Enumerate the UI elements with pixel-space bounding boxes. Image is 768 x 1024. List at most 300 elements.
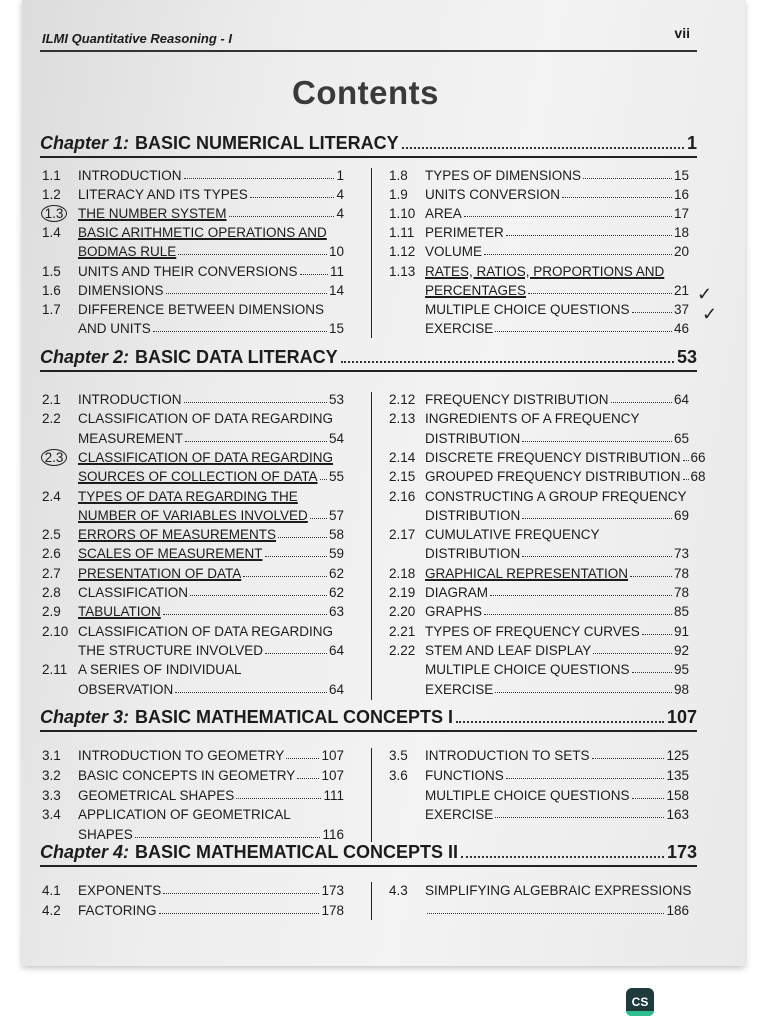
dot-leader xyxy=(175,692,327,693)
section-title: BODMAS RULE xyxy=(78,244,177,260)
section-page: 178 xyxy=(321,902,344,918)
section-title: PRESENTATION OF DATA xyxy=(78,565,242,581)
section-page: 62 xyxy=(328,565,344,581)
section-page: 10 xyxy=(328,244,344,260)
toc-entry xyxy=(42,640,344,658)
dot-leader xyxy=(297,778,319,779)
toc-entry xyxy=(389,804,689,822)
toc-entry xyxy=(389,505,689,523)
dot-leader xyxy=(484,254,672,255)
toc-entry xyxy=(389,543,689,561)
toc-entry xyxy=(42,543,344,561)
checkmark-icon: ✓ xyxy=(702,304,718,324)
section-title: CUMULATIVE FREQUENCY xyxy=(425,527,600,543)
running-header-title: ILMI Quantitative Reasoning - I xyxy=(42,31,232,46)
toc-entry xyxy=(42,389,344,407)
section-page: 186 xyxy=(666,902,689,918)
dot-leader xyxy=(592,758,665,759)
section-page: 98 xyxy=(673,681,689,697)
section-title: INTRODUCTION TO GEOMETRY xyxy=(78,748,285,763)
section-page: 73 xyxy=(673,546,689,562)
toc-entry xyxy=(42,900,344,918)
dot-leader xyxy=(593,653,672,654)
book-page xyxy=(22,0,745,966)
toc-entry xyxy=(389,280,689,298)
dot-leader xyxy=(506,235,672,236)
section-page: 15 xyxy=(673,168,689,183)
dot-leader xyxy=(632,672,672,673)
section-number: 2.14 xyxy=(389,449,416,465)
section-page: 14 xyxy=(328,282,344,298)
section-title: VOLUME xyxy=(425,244,483,260)
toc-entry xyxy=(42,804,344,822)
section-number: 1.5 xyxy=(42,263,61,279)
section-page: 78 xyxy=(673,585,689,600)
toc-entry xyxy=(389,241,689,259)
dot-leader xyxy=(265,556,327,557)
section-title: APPLICATION OF GEOMETRICAL xyxy=(78,807,291,823)
section-title: TYPES OF FREQUENCY CURVES xyxy=(425,623,640,639)
toc-entry xyxy=(42,505,344,523)
section-title: GROUPED FREQUENCY DISTRIBUTION xyxy=(425,469,681,485)
toc-entry xyxy=(389,621,689,639)
section-title: AREA xyxy=(425,206,462,222)
dot-leader xyxy=(163,893,319,894)
section-page: 95 xyxy=(673,662,689,678)
chapter-heading xyxy=(40,128,697,154)
section-number: 2.13 xyxy=(389,411,416,427)
toc-entry xyxy=(389,640,689,658)
toc-entry xyxy=(389,765,689,783)
toc-entry xyxy=(389,261,689,279)
toc-entry xyxy=(42,318,344,336)
toc-entry xyxy=(389,428,689,446)
toc-entry xyxy=(389,563,689,581)
chapter-label: Chapter 4: xyxy=(40,842,130,862)
section-number: 1.4 xyxy=(42,225,61,241)
chapter-label: Chapter 1: xyxy=(40,133,130,153)
section-title: CLASSIFICATION OF DATA REGARDING xyxy=(78,411,334,427)
header-rule xyxy=(40,50,697,52)
section-number: 1.1 xyxy=(42,168,61,183)
chapter-title: BASIC NUMERICAL LITERACY xyxy=(135,133,399,153)
section-page: 46 xyxy=(673,320,689,336)
section-number: 2.17 xyxy=(389,527,416,543)
toc-entry xyxy=(389,466,706,485)
section-page: 55 xyxy=(328,469,344,485)
section-title: INTRODUCTION xyxy=(78,392,182,407)
dot-leader xyxy=(185,441,327,442)
section-number: 1.8 xyxy=(389,168,408,183)
dot-leader xyxy=(427,913,664,914)
section-page: 63 xyxy=(328,604,344,620)
dot-leader xyxy=(250,197,335,198)
chapter-rule xyxy=(40,730,697,732)
toc-entry xyxy=(42,299,344,317)
section-title: MULTIPLE CHOICE QUESTIONS xyxy=(425,301,630,317)
dot-leader xyxy=(562,197,672,198)
toc-entry xyxy=(389,408,689,426)
section-number: 2.11 xyxy=(42,662,68,678)
section-page: 78 xyxy=(673,565,689,581)
dot-leader xyxy=(265,653,327,654)
camscanner-logo: CS xyxy=(626,988,654,1016)
section-number: 3.1 xyxy=(42,748,61,763)
toc-entry xyxy=(389,299,689,317)
toc-entry xyxy=(389,601,689,619)
toc-entry xyxy=(42,408,344,426)
page-title: Contents xyxy=(292,74,439,111)
section-number: 3.2 xyxy=(42,767,61,783)
section-page: 135 xyxy=(666,767,689,783)
toc-entry xyxy=(389,679,689,697)
section-page: 65 xyxy=(673,430,689,446)
toc-entry xyxy=(42,601,344,619)
toc-entry xyxy=(42,280,344,298)
section-title: LITERACY AND ITS TYPES xyxy=(78,187,248,203)
section-number: 2.19 xyxy=(389,585,416,600)
dot-leader xyxy=(632,798,665,799)
chapter-title: BASIC MATHEMATICAL CONCEPTS I xyxy=(135,707,454,727)
dot-leader xyxy=(178,254,327,255)
dot-leader xyxy=(495,692,672,693)
column-divider xyxy=(371,748,372,842)
section-title: DISTRIBUTION xyxy=(425,507,521,523)
section-number: 1.10 xyxy=(389,206,416,222)
section-title: DIMENSIONS xyxy=(78,282,164,298)
section-title: GRAPHS xyxy=(425,604,483,620)
toc-entry xyxy=(42,486,344,504)
chapter-heading xyxy=(40,837,697,863)
dot-leader xyxy=(341,361,674,363)
dot-leader xyxy=(456,721,664,723)
section-number: 2.21 xyxy=(389,623,416,639)
section-number: 2.9 xyxy=(42,604,61,620)
section-title: PERCENTAGES xyxy=(425,282,527,298)
section-title: DIAGRAM xyxy=(425,585,489,600)
section-page: 1 xyxy=(336,168,344,183)
toc-entry xyxy=(42,582,344,600)
section-title: INTRODUCTION TO SETS xyxy=(425,748,590,763)
section-title: INGREDIENTS OF A FREQUENCY xyxy=(425,411,640,427)
dot-leader xyxy=(495,331,672,332)
dot-leader xyxy=(642,634,672,635)
section-page: 64 xyxy=(328,681,344,697)
section-number: 1.9 xyxy=(389,187,408,203)
toc-entry xyxy=(42,165,344,183)
section-number: 2.4 xyxy=(42,488,61,504)
section-number: 1.11 xyxy=(389,225,415,241)
section-title: GRAPHICAL REPRESENTATION xyxy=(425,565,629,581)
dot-leader xyxy=(528,293,672,294)
section-page: 66 xyxy=(690,449,706,465)
toc-entry xyxy=(42,880,344,898)
toc-entry xyxy=(42,241,344,259)
section-title: RATES, RATIOS, PROPORTIONS AND xyxy=(425,263,665,279)
dot-leader xyxy=(163,614,327,615)
section-title: THE NUMBER SYSTEM xyxy=(78,206,227,222)
dot-leader xyxy=(159,913,320,914)
section-page: 54 xyxy=(328,430,344,446)
toc-entry xyxy=(42,222,344,240)
toc-entry xyxy=(389,222,689,240)
section-number: 2.5 xyxy=(42,527,61,543)
section-title: EXERCISE xyxy=(425,681,494,697)
dot-leader xyxy=(522,441,672,442)
section-title: CONSTRUCTING A GROUP FREQUENCY xyxy=(425,488,687,504)
toc-entry xyxy=(42,745,344,763)
section-page: 91 xyxy=(673,623,689,639)
section-title: SCALES OF MEASUREMENT xyxy=(78,546,263,562)
section-page: 4 xyxy=(336,187,344,203)
section-title: CLASSIFICATION OF DATA REGARDING xyxy=(78,623,334,639)
section-title: MULTIPLE CHOICE QUESTIONS xyxy=(425,787,630,803)
section-title: STEM AND LEAF DISPLAY xyxy=(425,642,592,658)
section-page: 173 xyxy=(321,883,344,898)
section-title: MEASUREMENT xyxy=(78,430,184,446)
section-number: 2.6 xyxy=(42,546,61,562)
section-title: TYPES OF DIMENSIONS xyxy=(425,168,582,183)
section-page: 64 xyxy=(673,392,689,407)
section-number: 2.1 xyxy=(42,392,61,407)
section-title: PERIMETER xyxy=(425,225,504,241)
section-number: 2.2 xyxy=(42,411,61,427)
toc-entry xyxy=(42,621,344,639)
dot-leader xyxy=(402,147,684,149)
dot-leader xyxy=(490,595,672,596)
dot-leader xyxy=(184,402,327,403)
section-number: 2.7 xyxy=(42,565,61,581)
dot-leader xyxy=(583,178,672,179)
toc-entry xyxy=(389,785,689,803)
section-page: 111 xyxy=(323,787,344,803)
section-page: 107 xyxy=(321,767,344,783)
toc-entry xyxy=(389,486,689,504)
section-number: 4.1 xyxy=(42,883,61,898)
section-title: AND UNITS xyxy=(78,320,151,336)
column-divider xyxy=(371,168,372,338)
section-page: 69 xyxy=(673,507,689,523)
section-number: 1.3 xyxy=(42,206,66,221)
section-title: INTRODUCTION xyxy=(78,168,182,183)
chapter-page: 53 xyxy=(676,347,697,367)
section-page: 53 xyxy=(328,392,344,407)
chapter-label: Chapter 2: xyxy=(40,347,130,367)
dot-leader xyxy=(522,556,672,557)
chapter-page: 1 xyxy=(686,133,697,153)
section-page: 16 xyxy=(673,187,689,203)
toc-entry xyxy=(389,389,689,407)
dot-leader xyxy=(506,778,665,779)
section-title: CLASSIFICATION OF DATA REGARDING xyxy=(78,449,334,465)
dot-leader xyxy=(286,758,319,759)
section-title: OBSERVATION xyxy=(78,681,174,697)
section-title: SOURCES OF COLLECTION OF DATA xyxy=(78,469,318,485)
chapter-page: 173 xyxy=(666,842,697,862)
section-page: 15 xyxy=(328,320,344,336)
section-title: MULTIPLE CHOICE QUESTIONS xyxy=(425,662,630,678)
toc-entry xyxy=(42,679,344,697)
toc-entry xyxy=(389,203,689,221)
toc-entry xyxy=(42,524,344,542)
section-number: 2.20 xyxy=(389,604,416,620)
toc-entry xyxy=(389,659,689,677)
section-title: EXERCISE xyxy=(425,807,494,823)
section-title: EXPONENTS xyxy=(78,883,162,898)
section-title: BASIC ARITHMETIC OPERATIONS AND xyxy=(78,225,327,241)
section-number: 2.12 xyxy=(389,392,416,407)
section-number: 2.18 xyxy=(389,565,416,581)
section-title: FACTORING xyxy=(78,902,157,918)
toc-entry xyxy=(389,582,689,600)
section-title: A SERIES OF INDIVIDUAL xyxy=(78,662,242,678)
toc-entry xyxy=(42,184,344,202)
section-page: 11 xyxy=(329,263,344,279)
dot-leader xyxy=(300,274,328,275)
chapter-heading xyxy=(40,342,697,368)
section-page: 37 xyxy=(673,301,689,317)
section-page: 163 xyxy=(666,807,689,823)
section-page: 18 xyxy=(673,225,689,241)
section-number: 1.2 xyxy=(42,187,61,203)
toc-entry xyxy=(389,318,689,336)
toc-entry xyxy=(389,165,689,183)
section-title: DISTRIBUTION xyxy=(425,430,521,446)
dot-leader xyxy=(632,312,672,313)
chapter-label: Chapter 3: xyxy=(40,707,130,727)
column-divider xyxy=(371,882,372,920)
section-number: 2.10 xyxy=(42,623,69,639)
chapter-title: BASIC DATA LITERACY xyxy=(135,347,338,367)
dot-leader xyxy=(630,576,672,577)
toc-entry xyxy=(42,659,344,677)
toc-entry xyxy=(42,466,344,484)
section-title: SHAPES xyxy=(78,827,133,843)
section-page: 20 xyxy=(673,244,689,260)
section-number: 2.8 xyxy=(42,585,61,600)
dot-leader xyxy=(484,614,672,615)
section-number: 3.3 xyxy=(42,787,61,803)
section-page: 64 xyxy=(328,642,344,658)
section-number: 1.13 xyxy=(389,263,416,279)
section-page: 158 xyxy=(666,787,689,803)
section-number: 3.5 xyxy=(389,748,408,763)
dot-leader xyxy=(495,817,664,818)
section-title: SIMPLIFYING ALGEBRAIC EXPRESSIONS xyxy=(425,883,692,898)
toc-entry xyxy=(42,765,344,783)
section-page: 62 xyxy=(328,585,344,600)
section-title: TABULATION xyxy=(78,604,161,620)
dot-leader xyxy=(683,479,689,480)
section-page: 92 xyxy=(673,642,689,658)
toc-entry xyxy=(42,563,344,581)
section-page: 57 xyxy=(328,507,344,523)
section-title: UNITS AND THEIR CONVERSIONS xyxy=(78,263,298,279)
section-page: 21 xyxy=(673,282,689,298)
chapter-page: 107 xyxy=(666,707,697,727)
section-title: NUMBER OF VARIABLES INVOLVED xyxy=(78,507,308,523)
section-number: 2.3 xyxy=(42,450,66,465)
section-number: 3.6 xyxy=(389,767,408,783)
dot-leader xyxy=(320,479,327,480)
toc-entry xyxy=(389,900,689,918)
toc-entry xyxy=(42,785,344,803)
section-page: 17 xyxy=(673,206,689,222)
section-title: FREQUENCY DISTRIBUTION xyxy=(425,392,609,407)
section-page: 125 xyxy=(666,748,689,763)
section-page: 85 xyxy=(673,604,689,620)
section-number: 1.7 xyxy=(42,301,61,317)
dot-leader xyxy=(243,576,327,577)
toc-entry xyxy=(42,203,344,221)
section-number: 2.16 xyxy=(389,488,416,504)
toc-entry xyxy=(42,428,344,446)
dot-leader xyxy=(522,518,672,519)
section-number: 1.6 xyxy=(42,282,61,298)
chapter-title: BASIC MATHEMATICAL CONCEPTS II xyxy=(135,842,459,862)
toc-entry xyxy=(389,447,706,465)
dot-leader xyxy=(683,460,689,461)
section-title: GEOMETRICAL SHAPES xyxy=(78,787,235,803)
section-title: ERRORS OF MEASUREMENTS xyxy=(78,527,277,543)
section-page: 116 xyxy=(322,827,344,843)
section-number: 2.15 xyxy=(389,469,416,485)
toc-entry xyxy=(389,524,689,542)
dot-leader xyxy=(310,518,327,519)
section-page: 58 xyxy=(328,527,344,543)
section-number: 2.22 xyxy=(389,642,416,658)
dot-leader xyxy=(464,216,672,217)
toc-entry xyxy=(389,745,689,763)
toc-entry xyxy=(389,184,689,202)
dot-leader xyxy=(611,402,672,403)
section-page: 59 xyxy=(328,546,344,562)
dot-leader xyxy=(184,178,335,179)
section-title: UNITS CONVERSION xyxy=(425,187,561,203)
dot-leader xyxy=(190,595,327,596)
dot-leader xyxy=(153,331,327,332)
checkmark-icon: ✓ xyxy=(697,284,713,304)
dot-leader xyxy=(461,856,664,858)
chapter-rule xyxy=(40,370,697,372)
section-title: THE STRUCTURE INVOLVED xyxy=(78,642,264,658)
dot-leader xyxy=(236,798,321,799)
section-title: DISTRIBUTION xyxy=(425,546,521,562)
dot-leader xyxy=(229,216,335,217)
toc-entry xyxy=(389,880,692,898)
chapter-rule xyxy=(40,865,697,867)
section-title: BASIC CONCEPTS IN GEOMETRY xyxy=(78,767,296,783)
section-title: DISCRETE FREQUENCY DISTRIBUTION xyxy=(425,449,681,465)
section-title: EXERCISE xyxy=(425,320,494,336)
section-title: DIFFERENCE BETWEEN DIMENSIONS xyxy=(78,301,325,317)
section-title: TYPES OF DATA REGARDING THE xyxy=(78,488,298,504)
toc-entry xyxy=(42,447,344,465)
section-number: 1.12 xyxy=(389,244,416,260)
section-number: 3.4 xyxy=(42,807,61,823)
toc-entry xyxy=(42,261,344,279)
section-number: 4.3 xyxy=(389,883,408,898)
dot-leader xyxy=(278,537,327,538)
chapter-heading xyxy=(40,702,697,728)
section-page: 107 xyxy=(321,748,344,763)
section-page: 4 xyxy=(336,206,344,222)
section-page: 68 xyxy=(690,469,706,485)
dot-leader xyxy=(166,293,327,294)
section-title: FUNCTIONS xyxy=(425,767,504,783)
section-number: 4.2 xyxy=(42,902,61,918)
page-number: vii xyxy=(674,25,690,41)
